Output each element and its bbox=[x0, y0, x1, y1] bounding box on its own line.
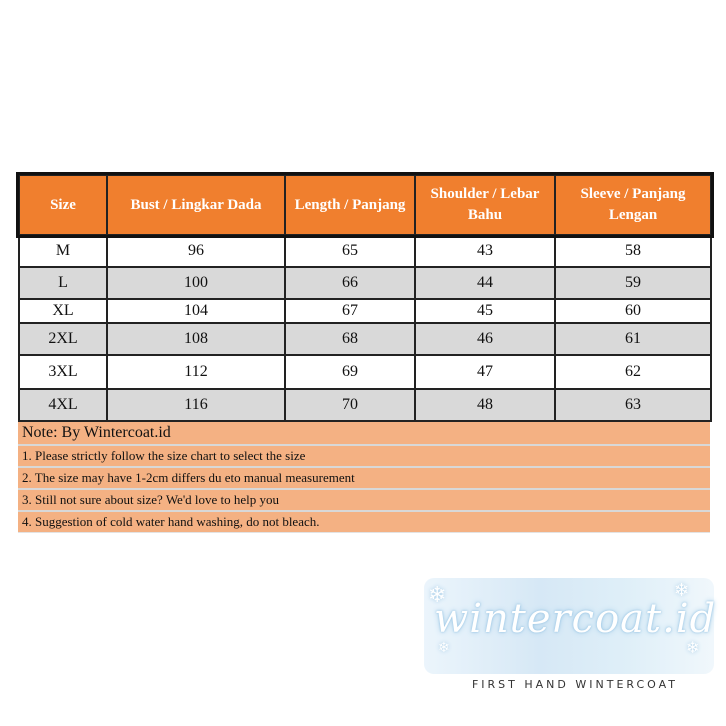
watermark-tagline: FIRST HAND WINTERCOAT bbox=[471, 678, 679, 691]
note-item: 1. Please strictly follow the size chart to select the size bbox=[18, 446, 710, 468]
cell-bust: 96 bbox=[107, 235, 285, 267]
cell-length: 70 bbox=[285, 389, 415, 421]
cell-size: M bbox=[19, 235, 107, 267]
cell-size: 4XL bbox=[19, 389, 107, 421]
snowflake-icon: ❄ bbox=[428, 582, 447, 607]
cell-shoulder: 44 bbox=[415, 267, 555, 299]
watermark-logo: wintercoat.id bbox=[434, 596, 717, 642]
cell-sleeve: 62 bbox=[555, 355, 711, 389]
cell-length: 67 bbox=[285, 299, 415, 323]
note-item: 3. Still not sure about size? We'd love to help you bbox=[18, 490, 710, 512]
cell-sleeve: 60 bbox=[555, 299, 711, 323]
table-row bbox=[19, 267, 711, 299]
cell-length: 68 bbox=[285, 323, 415, 355]
table-row bbox=[19, 389, 711, 421]
table-row bbox=[19, 235, 711, 267]
snowflake-icon: ❄ bbox=[686, 640, 700, 657]
snowflake-icon: ❄ bbox=[674, 580, 690, 600]
cell-bust: 100 bbox=[107, 267, 285, 299]
cell-bust: 116 bbox=[107, 389, 285, 421]
cell-size: XL bbox=[19, 299, 107, 323]
table-row bbox=[19, 299, 711, 323]
note-item: 4. Suggestion of cold water hand washing, do not bleach. bbox=[18, 512, 710, 533]
cell-shoulder: 46 bbox=[415, 323, 555, 355]
cell-shoulder: 48 bbox=[415, 389, 555, 421]
cell-size: 3XL bbox=[19, 355, 107, 389]
header-bust: Bust / Lingkar Dada bbox=[107, 175, 285, 235]
size-table bbox=[18, 174, 712, 422]
cell-bust: 104 bbox=[107, 299, 285, 323]
header-sleeve: Sleeve / Panjang Lengan bbox=[555, 175, 711, 235]
header-shoulder: Shoulder / Lebar Bahu bbox=[415, 175, 555, 235]
table-row bbox=[19, 323, 711, 355]
cell-size: L bbox=[19, 267, 107, 299]
note-item: 2. The size may have 1-2cm differs du eto manual measurement bbox=[18, 468, 710, 490]
table-row bbox=[19, 355, 711, 389]
header-length: Length / Panjang bbox=[285, 175, 415, 235]
cell-sleeve: 59 bbox=[555, 267, 711, 299]
cell-length: 66 bbox=[285, 267, 415, 299]
cell-shoulder: 43 bbox=[415, 235, 555, 267]
snowflake-icon: ❄ bbox=[438, 641, 450, 656]
size-chart bbox=[18, 174, 710, 533]
cell-sleeve: 63 bbox=[555, 389, 711, 421]
cell-size: 2XL bbox=[19, 323, 107, 355]
cell-bust: 108 bbox=[107, 323, 285, 355]
cell-shoulder: 45 bbox=[415, 299, 555, 323]
header-size: Size bbox=[19, 175, 107, 235]
cell-bust: 112 bbox=[107, 355, 285, 389]
cell-shoulder: 47 bbox=[415, 355, 555, 389]
cell-length: 65 bbox=[285, 235, 415, 267]
notes-section bbox=[18, 422, 710, 533]
brand-watermark bbox=[424, 578, 717, 698]
cell-sleeve: 58 bbox=[555, 235, 711, 267]
cell-length: 69 bbox=[285, 355, 415, 389]
notes-title: Note: By Wintercoat.id bbox=[18, 422, 710, 446]
table-header-row bbox=[19, 175, 711, 235]
cell-sleeve: 61 bbox=[555, 323, 711, 355]
